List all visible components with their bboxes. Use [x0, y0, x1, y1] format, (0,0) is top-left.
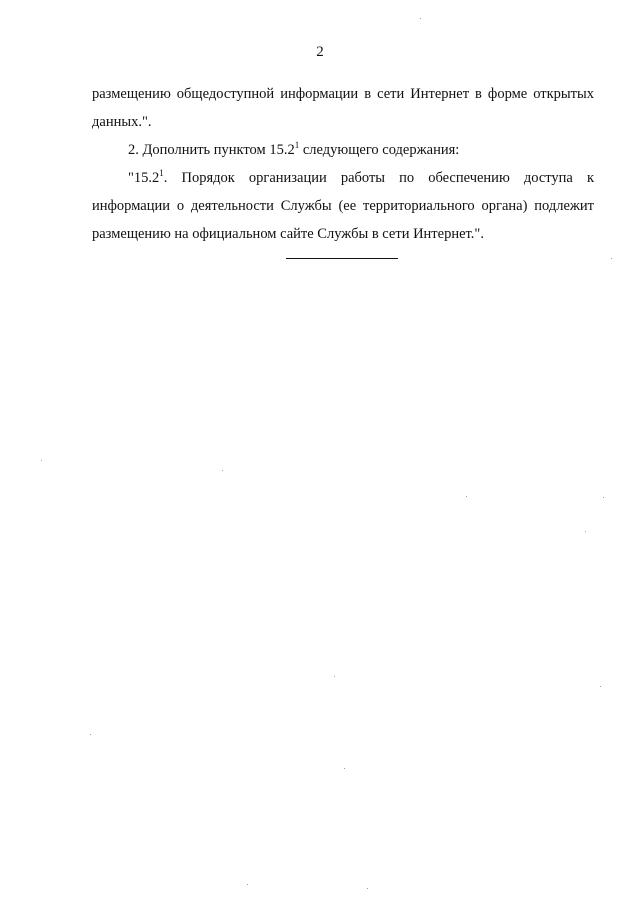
scan-speck	[600, 686, 601, 687]
scan-speck	[611, 258, 612, 259]
paragraph-item-2	[92, 136, 594, 164]
paragraph-text: размещению общедоступной информации в сети Интернет в форме открытых данных.".	[92, 86, 594, 130]
page-number: 2	[316, 44, 324, 60]
scan-speck	[41, 460, 42, 461]
paragraph-text	[92, 136, 594, 164]
clause-number: "15.2	[128, 170, 160, 186]
scan-speck	[367, 888, 368, 889]
scan-speck	[90, 734, 91, 735]
item-text-end: следующего содержания:	[299, 142, 460, 158]
scan-speck	[247, 884, 248, 885]
end-separator-line	[286, 258, 398, 259]
paragraph-text	[92, 164, 594, 248]
superscript-index: 1	[294, 140, 300, 150]
scan-speck	[603, 497, 604, 498]
paragraph-continuation	[92, 80, 594, 136]
scan-speck	[585, 531, 586, 532]
scan-speck	[420, 18, 421, 19]
item-text-start: 2. Дополнить пунктом 15.2	[128, 142, 295, 158]
scan-speck	[222, 470, 223, 471]
paragraph-quoted-clause	[92, 164, 594, 248]
scan-speck	[466, 496, 467, 497]
superscript-index: 1	[159, 168, 164, 178]
clause-text: . Порядок организации работы по обеспечению доступа к информации о деятельности Службы (ее территориального органа) подлежит размещению на официальном сайте Службы в сети Интернет.".	[92, 170, 594, 242]
scan-speck	[334, 676, 335, 677]
scan-speck	[344, 768, 345, 769]
